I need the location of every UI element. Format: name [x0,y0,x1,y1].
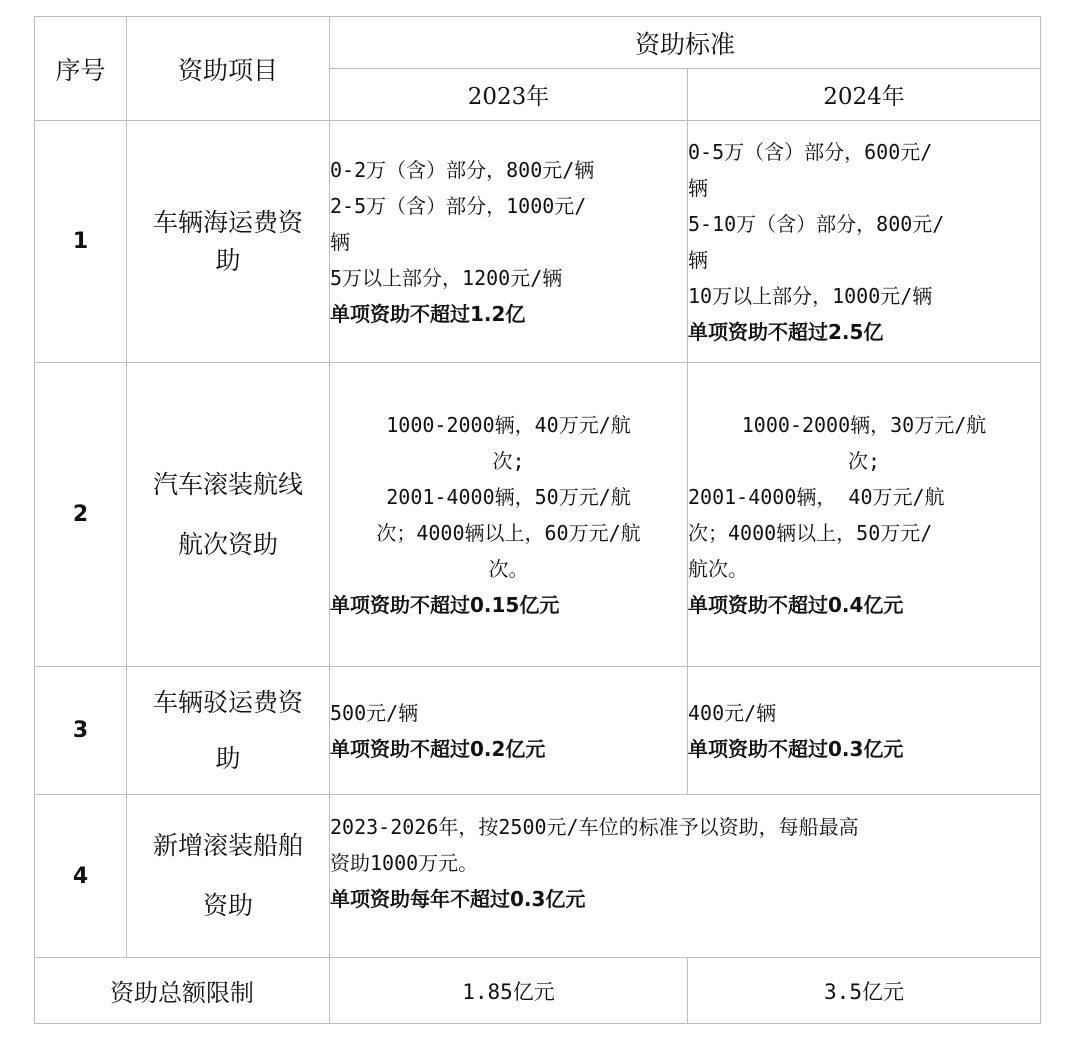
table-row [35,121,1041,363]
row-number: 2 [35,363,127,667]
cell-2024: 1000-2000辆，30万元/航 次; 2001-4000辆， 40万元/航 次；4000辆以上，50万元/ 航次。 单项资助不超过0.4亿元 [688,363,1041,667]
row-item: 汽车滚装航线 航次资助 [127,363,330,667]
cap-2023: 单项资助不超过1.2亿 [330,301,526,326]
cap-2023: 单项资助不超过0.15亿元 [330,592,560,617]
cell-2023: 500元/辆 单项资助不超过0.2亿元 [330,667,688,795]
header-serial: 序号 [35,17,127,121]
header-standard: 资助标准 [330,17,1041,69]
cap-2024: 单项资助不超过0.4亿元 [688,592,904,617]
row-item: 车辆驳运费资 助 [127,667,330,795]
row-item: 新增滚装船舶 资助 [127,795,330,958]
total-row [35,958,1041,1024]
table-row [35,795,1041,958]
total-2023: 1.85亿元 [330,958,688,1024]
header-year-2023: 2023年 [330,69,688,121]
cap-2024: 单项资助不超过0.3亿元 [688,736,904,761]
total-2024: 3.5亿元 [688,958,1041,1024]
table-row [35,363,1041,667]
cell-2024: 400元/辆 单项资助不超过0.3亿元 [688,667,1041,795]
cell-2024: 0-5万（含）部分，600元/ 辆 5-10万（含）部分，800元/ 辆 10万以上部分，1000元/辆 单项资助不超过2.5亿 [688,121,1041,363]
header-year-2024: 2024年 [688,69,1041,121]
header-item: 资助项目 [127,17,330,121]
row-item: 车辆海运费资 助 [127,121,330,363]
cap-merged: 单项资助每年不超过0.3亿元 [330,887,586,911]
total-label: 资助总额限制 [35,958,330,1024]
row-number: 4 [35,795,127,958]
cap-2024: 单项资助不超过2.5亿 [688,319,884,344]
table-row [35,667,1041,795]
cell-2023: 1000-2000辆，40万元/航 次; 2001-4000辆，50万元/航 次；4000辆以上，60万元/航 次。 单项资助不超过0.15亿元 [330,363,688,667]
row-number: 3 [35,667,127,795]
cap-2023: 单项资助不超过0.2亿元 [330,736,546,761]
cell-merged: 2023-2026年，按2500元/车位的标准予以资助，每船最高 资助1000万元。 单项资助每年不超过0.3亿元 [330,795,1041,958]
row-number: 1 [35,121,127,363]
subsidy-table [34,16,1041,1024]
cell-2023: 0-2万（含）部分，800元/辆 2-5万（含）部分，1000元/ 辆 5万以上部分，1200元/辆 单项资助不超过1.2亿 [330,121,688,363]
